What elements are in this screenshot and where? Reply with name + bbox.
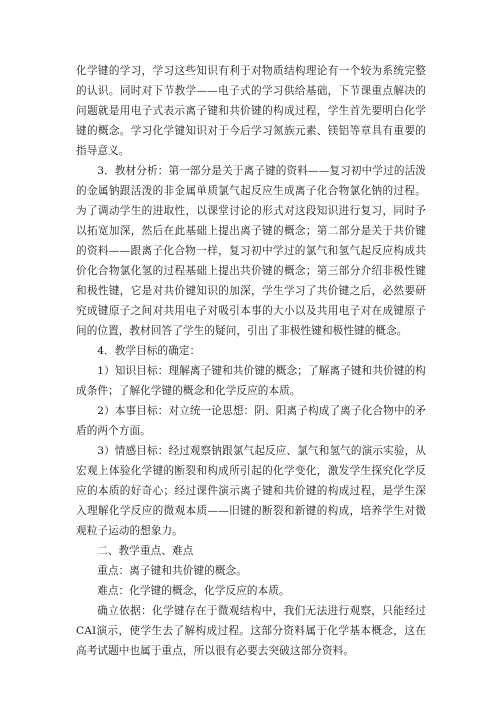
paragraph-basis: 确立依据：化学键存在于微观结构中，我们无法进行观察，只能经过CAI演示，使学生去了解构成过程。这部分资料属于化学基本概念，这在高考试题中也属于重点，所以很有必要去突破这部分资料。: [76, 605, 426, 657]
heading-teaching-objectives: 4．教学目标的确定：: [97, 345, 201, 357]
paragraph-key-point: 重点：离子键和共价键的概念。: [97, 565, 247, 577]
paragraph-chemical-bond-intro: 化学键的学习，学习这些知识有利于对物质结构理论有一个较为系统完整的认识。同时对下节教学——电子式的学习供给基础，下节课重点解决的问题就是用电子式表示离子键和共价键的构成过程，学生首先要明白化学键的概念。学习化学键知识对于今后学习氮族元素、镁铝等章具有重要的指导意义。: [76, 65, 426, 157]
heading-key-difficult-points: 二、教学重点、难点: [97, 545, 194, 557]
paragraph-emotion-objective: 3）情感目标：经过观察钠跟氯气起反应、氯气和氢气的演示实验，从宏观上体验化学键的断裂和构成所引起的化学变化，激发学生探究化学反应的本质的好奇心；经过课件演示离子键和共价键的构成过程，是学生深入理解化学反应的微观本质——旧键的断裂和新键的构成，培养学生对微观粒子运动的想象力。: [76, 445, 426, 537]
paragraph-difficult-point: 难点：化学键的概念，化学反应的本质。: [97, 585, 290, 597]
paragraph-knowledge-objective: 1）知识目标：理解离子键和共价键的概念；了解离子键和共价键的构成条件；了解化学键的概念和化学反应的本质。: [76, 365, 426, 397]
paragraph-textbook-analysis: 3．教材分析：第一部分是关于离子键的资料——复习初中学过的活泼的金属钠跟活泼的非金属单质氯气起反应生成离子化合物氯化钠的过程。为了调动学生的进取性，以课堂讨论的形式对这段知识进行复习，同时予以拓宽加深，然后在此基础上提出离子键的概念；第二部分是关于共价键的资料——跟离子化合物一样，复习初中学过的氯气和氢气起反应构成共价化合物氯化氢的过程基础上提出共价键的概念；第三部分介绍非极性键和极性键，它是对共价键知识的加深，学生学习了共价键之后，必然要研究成键原子之间对共用电子对吸引本事的大小以及共用电子对在成键原子间的位置，教材回答了学生的疑问，引出了非极性键和极性键的概念。: [76, 165, 426, 337]
paragraph-ability-objective: 2）本事目标：对立统一论思想：阴、阳离子构成了离子化合物中的矛盾的两个方面。: [76, 405, 426, 437]
